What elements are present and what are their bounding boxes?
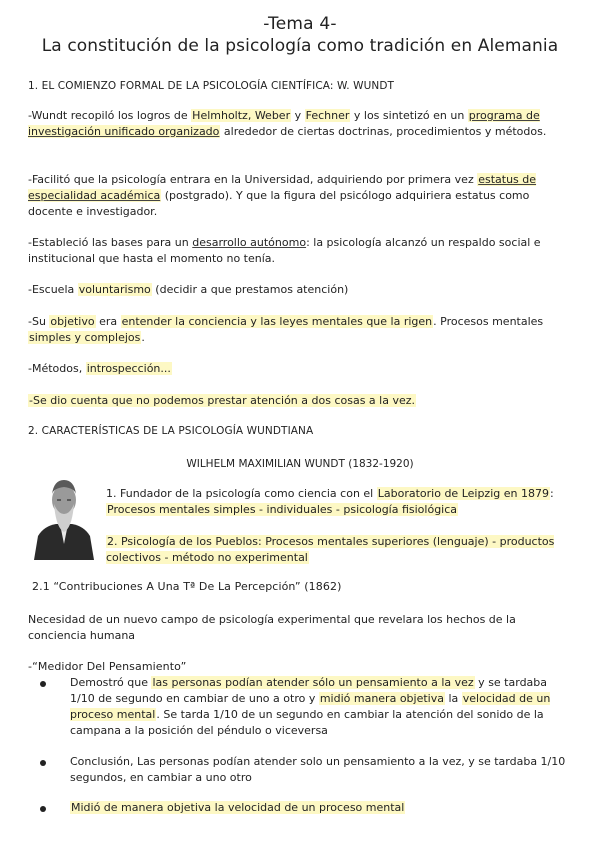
portrait-caption: WILHELM MAXIMILIAN WUNDT (1832-1920): [186, 458, 414, 470]
highlight: voluntarismo: [78, 283, 151, 296]
highlight: Laboratorio de Leipzig en 1879: [377, 487, 549, 500]
text: Demostró que: [70, 676, 152, 689]
highlight: introspección...: [86, 362, 171, 375]
text: (postgrado). Y que la figura del psicólogo adquiriera estatus como docente e investigador.: [28, 189, 530, 218]
section-heading-1: 1. EL COMIENZO FORMAL DE LA PSICOLOGÍA CIENTÍFICA: W. WUNDT: [28, 80, 395, 92]
text: -Wundt recopiló los logros de: [28, 109, 192, 122]
highlight: entender la conciencia y las leyes mentales que la rigen: [121, 315, 433, 328]
highlight: Helmholtz, Weber: [192, 109, 291, 122]
highlight: las personas podían atender sólo un pensamiento a la vez: [152, 676, 474, 689]
highlight: simples y complejos: [29, 331, 141, 344]
paragraph-metodos: [28, 361, 573, 377]
text: . Procesos mentales: [433, 315, 544, 328]
text: 1. Fundador de la psicología como ciencia con el: [106, 487, 377, 500]
text: alrededor de ciertas doctrinas, procedimientos y métodos.: [220, 125, 547, 138]
paragraph-wundt-logros: [28, 108, 573, 140]
paragraph-universidad: [28, 172, 573, 220]
text: . Se tarda 1/10 de un segundo en cambiar la atención del sonido de la campana a la posición del péndulo o viceversa: [70, 708, 544, 737]
subheading-medidor: -“Medidor Del Pensamiento”: [28, 660, 187, 673]
bullet-item-1: [70, 675, 575, 739]
text: .: [141, 331, 145, 344]
text: -Facilitó que la psicología entrara en la Universidad, adquiriendo por primera vez: [28, 173, 478, 186]
bullet-item-3: [70, 800, 575, 816]
bullet-dot: [40, 760, 46, 766]
text: : la psicología alcanzó un respaldo social e institucional que hasta el momento no tenía.: [28, 236, 541, 265]
page-subtitle: -Tema 4-: [263, 14, 337, 34]
paragraph-escuela: [28, 282, 573, 298]
highlight: estatus de especialidad académica: [28, 173, 537, 202]
bullet-item-2: Conclusión, Las personas podían atender solo un pensamiento a la vez, y se tardaba 1/10 segundos, en cambiar a uno otro: [70, 755, 566, 784]
bullet-dot: [40, 681, 46, 687]
page-title: La constitución de la psicología como tradición en Alemania: [41, 36, 559, 56]
paragraph-desarrollo: [28, 235, 573, 267]
text: -Métodos,: [28, 362, 86, 375]
highlight: 2. Psicología de los Pueblos: Procesos mentales superiores (lenguaje) - productos colectivos - método no experimental: [106, 535, 555, 564]
section-heading-2: 2. CARACTERÍSTICAS DE LA PSICOLOGÍA WUNDTIANA: [28, 425, 314, 437]
paragraph-objetivo: [28, 314, 573, 346]
section-heading-2-1: 2.1 “Contribuciones A Una Tª De La Percepción” (1862): [32, 580, 342, 593]
text: (decidir a que prestamos atención): [151, 283, 349, 296]
text: -Estableció las bases para un: [28, 236, 193, 249]
wundt-item-2: [106, 534, 576, 566]
paragraph-atencion: [28, 393, 573, 409]
highlight: Midió de manera objetiva la velocidad de un proceso mental: [71, 801, 405, 814]
highlight: Procesos mentales simples - individuales - psicología fisiológica: [107, 503, 458, 516]
bullet-dot: [40, 806, 46, 812]
text: -Escuela: [28, 283, 78, 296]
text: y se tardaba 1/10 de segundo en cambiar de uno a otro y: [70, 676, 548, 705]
text: la: [444, 692, 462, 705]
text: y los sintetizó en un: [350, 109, 468, 122]
highlight: Fechner: [305, 109, 350, 122]
paragraph-necesidad: Necesidad de un nuevo campo de psicología experimental que revelara los hechos de la conciencia humana: [28, 613, 516, 642]
highlight: -Se dio cuenta que no podemos prestar atención a dos cosas a la vez.: [29, 394, 416, 407]
underline: desarrollo autónomo: [192, 236, 307, 249]
text: y: [291, 109, 305, 122]
text: :: [549, 487, 554, 500]
text: era: [95, 315, 121, 328]
highlight: objetivo: [50, 315, 95, 328]
highlight: midió manera objetiva: [319, 692, 444, 705]
text: -Su: [28, 315, 50, 328]
highlight: programa de investigación unificado organizado: [28, 109, 540, 138]
highlight: velocidad de un proceso mental: [70, 692, 551, 721]
wundt-item-1: [106, 486, 576, 518]
wundt-portrait: [30, 470, 98, 560]
